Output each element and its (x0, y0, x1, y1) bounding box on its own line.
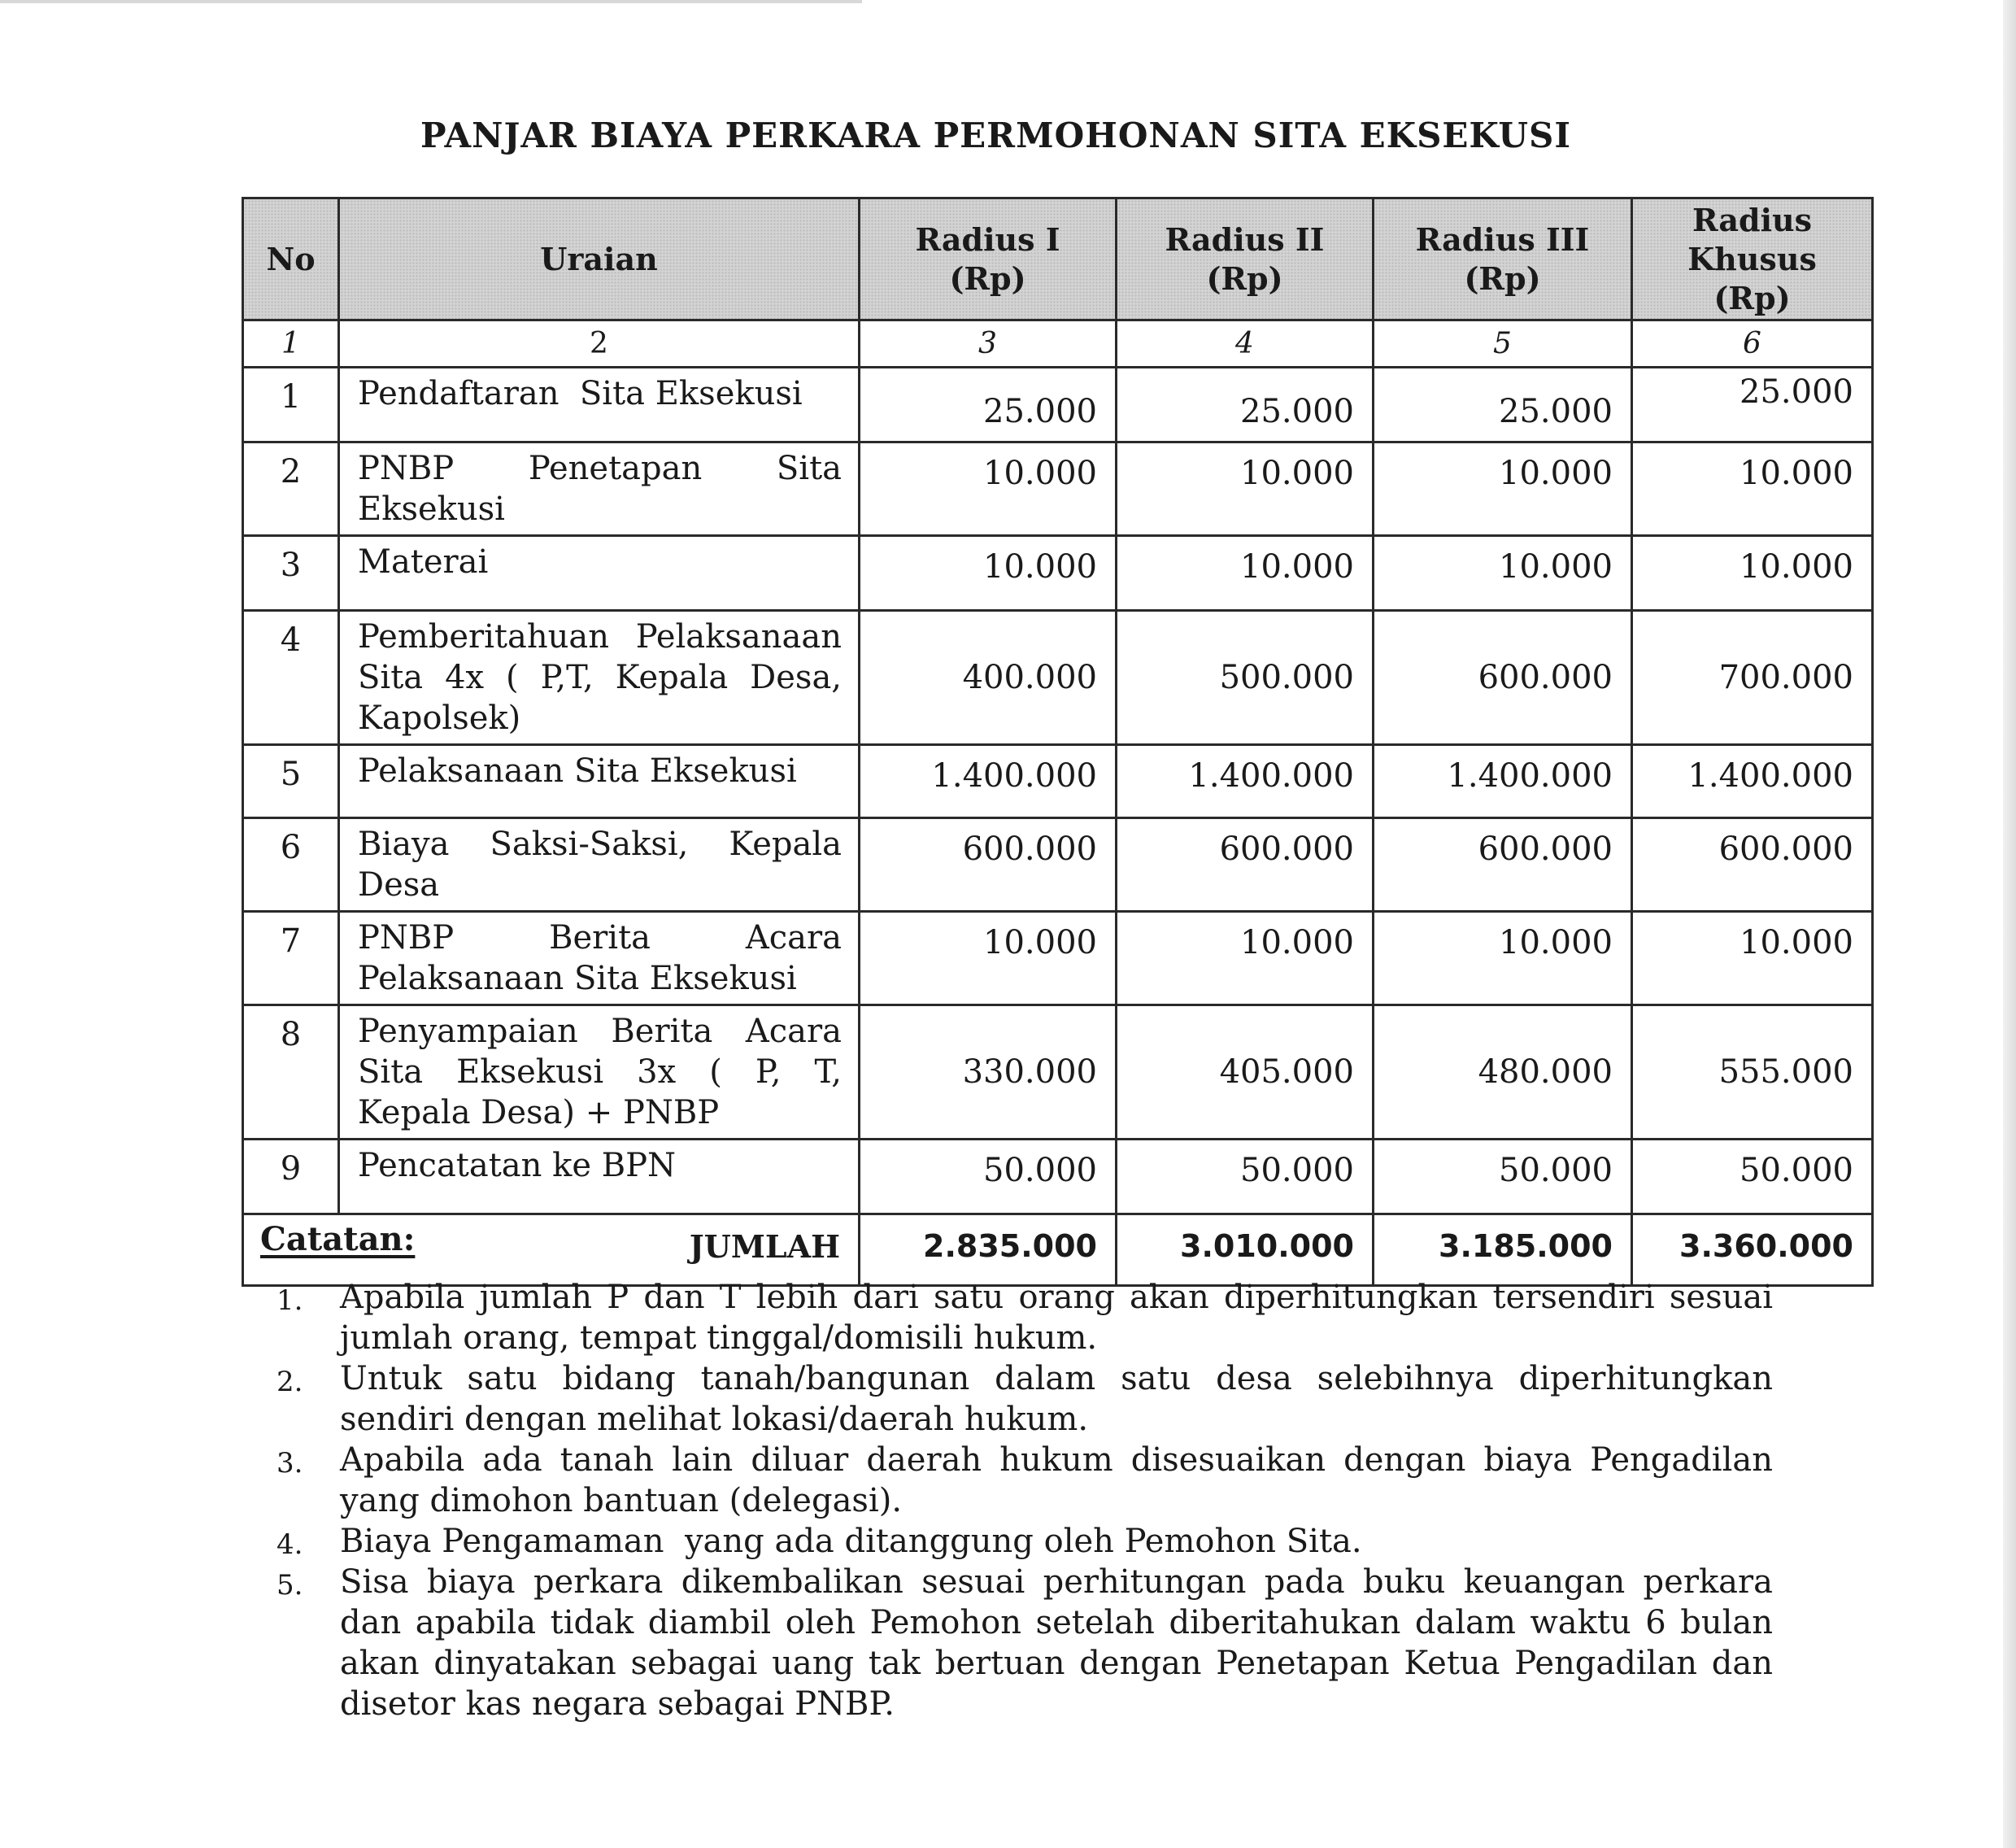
row-value-radius-3: 10.000 (1374, 912, 1632, 1005)
total-radius-3: 3.185.000 (1374, 1214, 1632, 1286)
row-description: PNBP Berita Acara Pelaksanaan Sita Eksekusi (339, 912, 860, 1005)
row-value-radius-3: 600.000 (1374, 611, 1632, 745)
column-index: 2 (339, 320, 860, 368)
header-no: No (243, 198, 339, 320)
row-value-radius-khusus: 50.000 (1632, 1140, 1873, 1214)
row-number: 7 (243, 912, 339, 1005)
row-value-radius-1: 25.000 (860, 368, 1117, 442)
row-value-radius-3: 25.000 (1374, 368, 1632, 442)
row-value-radius-3: 50.000 (1374, 1140, 1632, 1214)
column-index: 1 (243, 320, 339, 368)
note-item (276, 1358, 1773, 1440)
table-row (243, 818, 1873, 912)
row-value-radius-3: 10.000 (1374, 442, 1632, 536)
header-radius-3: Radius III (Rp) (1374, 198, 1632, 320)
table-header-row (243, 198, 1873, 320)
note-item (276, 1277, 1773, 1358)
row-value-radius-2: 10.000 (1117, 536, 1374, 611)
row-number: 5 (243, 745, 339, 818)
row-description: Pemberitahuan Pelaksanaan Sita 4x ( P,T, Kepala Desa, Kapolsek) (339, 611, 860, 745)
row-value-radius-3: 1.400.000 (1374, 745, 1632, 818)
row-description: Pencatatan ke BPN (339, 1140, 860, 1214)
row-value-radius-1: 400.000 (860, 611, 1117, 745)
note-text: Apabila jumlah P dan T lebih dari satu orang akan diperhitungkan tersendiri sesuai jumlah orang, tempat tinggal/domisili hukum. (340, 1279, 1773, 1357)
header-radius-2: Radius II (Rp) (1117, 198, 1374, 320)
row-value-radius-khusus: 1.400.000 (1632, 745, 1873, 818)
scan-top-edge (0, 0, 862, 3)
header-radius-khusus: Radius Khusus (Rp) (1632, 198, 1873, 320)
row-value-radius-1: 10.000 (860, 536, 1117, 611)
row-value-radius-2: 50.000 (1117, 1140, 1374, 1214)
total-row (243, 1214, 1873, 1286)
scan-right-edge (2003, 0, 2016, 1848)
row-value-radius-1: 330.000 (860, 1005, 1117, 1140)
total-radius-2: 3.010.000 (1117, 1214, 1374, 1286)
table-row (243, 1140, 1873, 1214)
fee-table (242, 197, 1874, 1287)
row-number: 4 (243, 611, 339, 745)
note-number: 2. (276, 1366, 303, 1398)
column-index: 4 (1117, 320, 1374, 368)
notes-heading: Catatan: (260, 1220, 416, 1258)
table-row (243, 745, 1873, 818)
row-number: 1 (243, 368, 339, 442)
row-value-radius-khusus: 600.000 (1632, 818, 1873, 912)
document-title: PANJAR BIAYA PERKARA PERMOHONAN SITA EKSEKUSI (420, 116, 1572, 155)
row-value-radius-khusus: 700.000 (1632, 611, 1873, 745)
total-radius-1: 2.835.000 (860, 1214, 1117, 1286)
row-value-radius-1: 10.000 (860, 912, 1117, 1005)
table-row (243, 611, 1873, 745)
notes-list (276, 1277, 1773, 1724)
column-index: 6 (1632, 320, 1873, 368)
column-index: 5 (1374, 320, 1632, 368)
header-uraian: Uraian (339, 198, 860, 320)
note-text: Untuk satu bidang tanah/bangunan dalam satu desa selebihnya diperhitungkan sendiri dengan melihat lokasi/daerah hukum. (340, 1360, 1773, 1438)
note-number: 1. (276, 1284, 303, 1317)
row-value-radius-2: 10.000 (1117, 442, 1374, 536)
note-number: 4. (276, 1528, 303, 1561)
row-value-radius-khusus: 555.000 (1632, 1005, 1873, 1140)
row-value-radius-khusus: 10.000 (1632, 912, 1873, 1005)
note-item (276, 1521, 1773, 1562)
row-value-radius-2: 405.000 (1117, 1005, 1374, 1140)
row-value-radius-2: 25.000 (1117, 368, 1374, 442)
row-value-radius-3: 10.000 (1374, 536, 1632, 611)
total-radius-khusus: 3.360.000 (1632, 1214, 1873, 1286)
table-row (243, 442, 1873, 536)
row-value-radius-1: 50.000 (860, 1140, 1117, 1214)
row-value-radius-2: 1.400.000 (1117, 745, 1374, 818)
row-value-radius-3: 600.000 (1374, 818, 1632, 912)
row-value-radius-1: 10.000 (860, 442, 1117, 536)
row-description: Pendaftaran Sita Eksekusi (339, 368, 860, 442)
row-value-radius-2: 600.000 (1117, 818, 1374, 912)
row-value-radius-1: 1.400.000 (860, 745, 1117, 818)
note-text: Apabila ada tanah lain diluar daerah hukum disesuaikan dengan biaya Pengadilan yang dimohon bantuan (delegasi). (340, 1441, 1773, 1519)
column-index-row (243, 320, 1873, 368)
row-description: PNBP Penetapan Sita Eksekusi (339, 442, 860, 536)
note-text: Biaya Pengamaman yang ada ditanggung oleh Pemohon Sita. (340, 1523, 1362, 1560)
note-item (276, 1440, 1773, 1521)
row-value-radius-khusus: 10.000 (1632, 442, 1873, 536)
row-number: 8 (243, 1005, 339, 1140)
row-description: Pelaksanaan Sita Eksekusi (339, 745, 860, 818)
row-value-radius-khusus: 25.000 (1632, 368, 1873, 442)
total-label: JUMLAH (243, 1214, 860, 1286)
row-number: 9 (243, 1140, 339, 1214)
row-number: 2 (243, 442, 339, 536)
row-description: Materai (339, 536, 860, 611)
table-row (243, 368, 1873, 442)
note-number: 5. (276, 1569, 303, 1602)
note-text: Sisa biaya perkara dikembalikan sesuai perhitungan pada buku keuangan perkara dan apabila tidak diambil oleh Pemohon setelah diberitahukan dalam waktu 6 bulan akan dinyatakan sebagai uang tak bertuan dengan Penetapan Ketua Pengadilan dan disetor kas negara sebagai PNBP. (340, 1563, 1773, 1723)
row-value-radius-1: 600.000 (860, 818, 1117, 912)
row-number: 3 (243, 536, 339, 611)
row-value-radius-2: 500.000 (1117, 611, 1374, 745)
header-radius-1: Radius I (Rp) (860, 198, 1117, 320)
note-item (276, 1562, 1773, 1724)
row-value-radius-2: 10.000 (1117, 912, 1374, 1005)
note-number: 3. (276, 1447, 303, 1480)
row-description: Biaya Saksi-Saksi, Kepala Desa (339, 818, 860, 912)
table-row (243, 1005, 1873, 1140)
table-row (243, 912, 1873, 1005)
row-number: 6 (243, 818, 339, 912)
row-description: Penyampaian Berita Acara Sita Eksekusi 3x ( P, T, Kepala Desa) + PNBP (339, 1005, 860, 1140)
table-row (243, 536, 1873, 611)
row-value-radius-3: 480.000 (1374, 1005, 1632, 1140)
row-value-radius-khusus: 10.000 (1632, 536, 1873, 611)
column-index: 3 (860, 320, 1117, 368)
